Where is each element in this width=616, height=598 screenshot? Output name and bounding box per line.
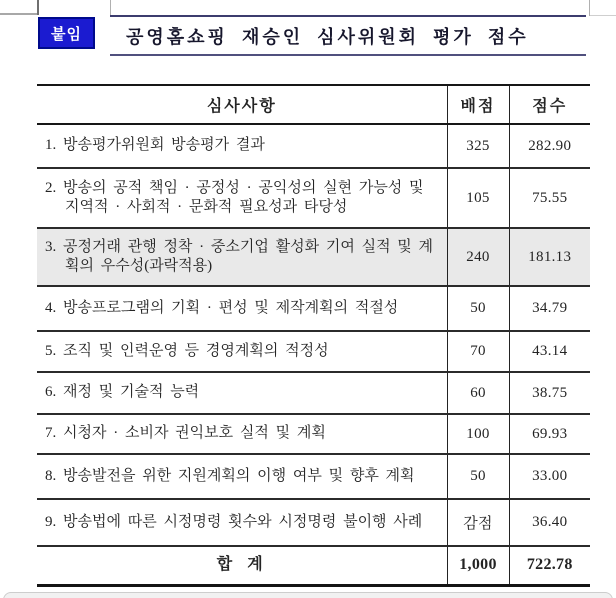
cropped-edge-line <box>110 0 111 15</box>
score-cell: 36.40 <box>509 499 590 546</box>
table-row <box>37 286 590 331</box>
allocated-cell: 50 <box>447 286 509 331</box>
window-edge <box>3 592 613 598</box>
table-row <box>37 372 590 414</box>
table-row <box>37 414 590 454</box>
title-block <box>110 15 586 56</box>
title-rule-bottom <box>110 54 586 56</box>
cropped-edge-line <box>589 0 590 16</box>
attachment-badge: 붙임 <box>38 17 95 49</box>
col-header-allocated: 배점 <box>447 85 509 124</box>
item-cell: 6. 재정 및 기술적 능력 <box>37 372 447 414</box>
col-header-score: 점수 <box>509 85 590 124</box>
item-cell: 5. 조직 및 인력운영 등 경영계획의 적정성 <box>37 331 447 372</box>
total-score-cell: 722.78 <box>509 546 590 585</box>
score-cell: 75.55 <box>509 168 590 228</box>
allocated-cell: 60 <box>447 372 509 414</box>
table-row <box>37 454 590 499</box>
col-header-item: 심사사항 <box>37 85 447 124</box>
cropped-edge-line <box>0 13 38 15</box>
score-cell: 282.90 <box>509 124 590 168</box>
page-title: 공영홈쇼핑 재승인 심사위원회 평가 점수 <box>126 27 529 47</box>
score-cell: 43.14 <box>509 331 590 372</box>
allocated-cell: 325 <box>447 124 509 168</box>
score-cell: 181.13 <box>509 228 590 286</box>
allocated-cell: 50 <box>447 454 509 499</box>
item-cell: 9. 방송법에 따른 시정명령 횟수와 시정명령 불이행 사례 <box>37 499 447 546</box>
allocated-cell: 감점 <box>447 499 509 546</box>
total-allocated-cell: 1,000 <box>447 546 509 585</box>
table-row <box>37 499 590 546</box>
score-cell: 33.00 <box>509 454 590 499</box>
table-row <box>37 331 590 372</box>
table-row <box>37 168 590 228</box>
item-cell: 8. 방송발전을 위한 지원계획의 이행 여부 및 향후 계획 <box>37 454 447 499</box>
table-row-highlighted <box>37 228 590 286</box>
item-cell: 4. 방송프로그램의 기획 · 편성 및 제작계획의 적절성 <box>37 286 447 331</box>
evaluation-score-table <box>37 84 590 587</box>
score-cell: 38.75 <box>509 372 590 414</box>
table-row <box>37 124 590 168</box>
total-label-cell: 합 계 <box>37 546 447 585</box>
table-header-row <box>37 85 590 124</box>
score-cell: 34.79 <box>509 286 590 331</box>
item-cell: 3. 공정거래 관행 정착 · 중소기업 활성화 기여 실적 및 계획의 우수성(과락적용) <box>37 228 447 286</box>
allocated-cell: 70 <box>447 331 509 372</box>
allocated-cell: 240 <box>447 228 509 286</box>
cropped-edge-line <box>590 15 616 16</box>
table-total-row <box>37 546 590 585</box>
item-cell: 1. 방송평가위원회 방송평가 결과 <box>37 124 447 168</box>
item-cell: 2. 방송의 공적 책임 · 공정성 · 공익성의 실현 가능성 및 지역적 · 사회적 · 문화적 필요성과 타당성 <box>37 168 447 228</box>
allocated-cell: 105 <box>447 168 509 228</box>
item-cell: 7. 시청자 · 소비자 권익보호 실적 및 계획 <box>37 414 447 454</box>
allocated-cell: 100 <box>447 414 509 454</box>
cropped-edge-line <box>37 0 39 15</box>
score-cell: 69.93 <box>509 414 590 454</box>
